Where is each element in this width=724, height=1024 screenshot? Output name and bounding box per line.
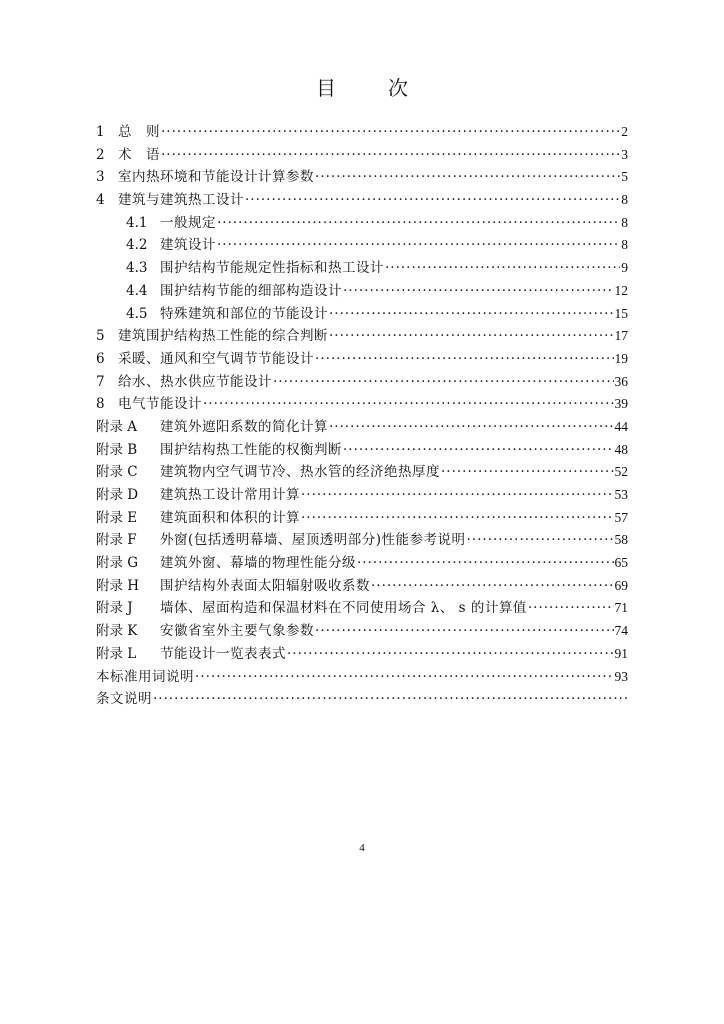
toc-entry-label: 围护结构外表面太阳辐射吸收系数 — [160, 577, 370, 594]
toc-entry-page: 19 — [614, 350, 628, 366]
toc-entry-label: 围护结构节能的细部构造设计 — [160, 282, 342, 299]
toc-leader-dots — [245, 192, 620, 208]
toc-leader-dots — [217, 215, 620, 231]
toc-entry-label: 电气节能设计 — [118, 396, 202, 413]
toc-leader-dots — [161, 124, 620, 140]
toc-entry[interactable] — [96, 483, 628, 506]
toc-leader-dots — [153, 691, 627, 707]
toc-entry-label: 围护结构节能规定性指标和热工设计 — [160, 260, 384, 277]
toc-leader-dots — [161, 147, 620, 163]
toc-entry-label: 本标准用词说明 — [96, 668, 194, 685]
toc-entry[interactable] — [96, 460, 628, 483]
toc-entry[interactable] — [96, 188, 628, 211]
toc-entry-number: 附录 C — [96, 464, 138, 481]
toc-entry-label: 建筑设计 — [160, 237, 216, 254]
title-char-2: 次 — [388, 76, 408, 100]
toc-entry-label: 总 则 — [118, 124, 160, 140]
toc-entry-label: 室内热环境和节能设计计算参数 — [118, 169, 314, 186]
toc-entry-number: 4 — [96, 192, 105, 209]
toc-entry-label: 特殊建筑和部位的节能设计 — [160, 305, 328, 322]
toc-leader-dots — [315, 623, 614, 639]
toc-entry-label: 建筑物内空气调节冷、热水管的经济绝热厚度 — [160, 464, 440, 481]
toc-entry-label: 安徽省室外主要气象参数 — [160, 623, 314, 640]
table-of-contents — [96, 120, 628, 710]
toc-entry-label: 建筑与建筑热工设计 — [118, 192, 244, 209]
toc-entry[interactable] — [96, 551, 628, 574]
toc-entry-number: 附录 A — [96, 418, 138, 435]
toc-entry-page: 8 — [621, 237, 628, 253]
toc-entry[interactable] — [96, 143, 628, 166]
toc-entry-label: 术 语 — [118, 146, 160, 163]
toc-leader-dots — [371, 578, 614, 594]
toc-entry-page: 71 — [614, 600, 628, 616]
toc-entry[interactable] — [96, 574, 628, 597]
toc-entry-label: 节能设计一览表表式 — [160, 645, 286, 662]
toc-leader-dots — [315, 351, 614, 367]
toc-leader-dots — [528, 600, 614, 616]
toc-entry-number: 4.4 — [126, 282, 148, 299]
toc-leader-dots — [217, 237, 620, 253]
toc-entry-label: 一般规定 — [160, 214, 216, 231]
toc-entry-page: 69 — [614, 577, 628, 593]
toc-entry-page: 2 — [621, 124, 628, 139]
toc-entry-page: 65 — [614, 555, 628, 571]
toc-entry-number: 附录 F — [96, 532, 137, 549]
toc-entry[interactable] — [96, 687, 628, 710]
page-title — [0, 72, 724, 101]
toc-leader-dots — [315, 169, 620, 185]
toc-entry[interactable] — [96, 392, 628, 415]
toc-entry[interactable] — [96, 596, 628, 619]
toc-leader-dots — [357, 555, 614, 571]
toc-entry-page: 53 — [614, 487, 628, 502]
toc-entry-number: 附录 E — [96, 509, 138, 526]
toc-leader-dots — [343, 283, 614, 299]
toc-entry[interactable] — [96, 211, 628, 234]
toc-entry-page: 58 — [614, 532, 628, 548]
toc-entry-label: 建筑外遮阳系数的简化计算 — [160, 418, 328, 435]
toc-leader-dots — [287, 646, 614, 662]
toc-entry-label: 建筑围护结构热工性能的综合判断 — [118, 328, 328, 345]
toc-entry[interactable] — [96, 665, 628, 688]
toc-entry-page: 74 — [614, 623, 628, 639]
toc-entry-page: 36 — [614, 373, 628, 389]
toc-entry-page: 48 — [614, 441, 628, 457]
toc-entry-number: 7 — [96, 373, 105, 390]
toc-leader-dots — [329, 419, 614, 435]
toc-entry[interactable] — [96, 370, 628, 393]
toc-entry[interactable] — [96, 120, 628, 143]
toc-entry-number: 8 — [96, 396, 105, 413]
toc-entry-page: 15 — [614, 305, 628, 321]
toc-entry-page: 3 — [621, 146, 628, 162]
toc-entry-page: 9 — [621, 260, 628, 276]
toc-entry[interactable] — [96, 256, 628, 279]
toc-leader-dots — [329, 306, 614, 322]
toc-entry[interactable] — [96, 619, 628, 642]
toc-entry[interactable] — [96, 528, 628, 551]
toc-leader-dots — [301, 487, 614, 503]
toc-entry[interactable] — [96, 415, 628, 438]
toc-entry-number: 附录 L — [96, 645, 137, 662]
toc-entry-number: 4.3 — [126, 260, 148, 277]
toc-entry-page: 44 — [614, 418, 628, 434]
toc-leader-dots — [329, 328, 614, 344]
toc-entry-page: 91 — [614, 645, 628, 661]
toc-entry-number: 附录 G — [96, 555, 139, 572]
toc-leader-dots — [273, 374, 614, 390]
toc-entry-number: 4.1 — [126, 214, 148, 231]
toc-entry-label: 给水、热水供应节能设计 — [118, 373, 272, 390]
toc-entry-label: 建筑面积和体积的计算 — [160, 509, 300, 526]
toc-entry-number: 附录 D — [96, 487, 139, 503]
toc-entry[interactable] — [96, 279, 628, 302]
toc-entry-page: 52 — [614, 464, 628, 480]
title-char-1: 目 — [316, 76, 336, 100]
toc-entry-label: 外窗(包括透明幕墙、屋顶透明部分)性能参考说明 — [160, 532, 466, 549]
toc-entry-page: 39 — [614, 396, 628, 412]
toc-entry-number: 附录 K — [96, 623, 138, 640]
page-number: 4 — [359, 842, 365, 854]
toc-leader-dots — [441, 464, 614, 480]
toc-entry[interactable] — [96, 506, 628, 529]
toc-entry[interactable] — [96, 324, 628, 347]
toc-leader-dots — [467, 532, 614, 548]
toc-entry-page: 93 — [614, 668, 628, 684]
toc-leader-dots — [343, 442, 614, 458]
toc-entry[interactable] — [96, 642, 628, 665]
toc-entry-label: 建筑外窗、幕墙的物理性能分级 — [160, 555, 356, 572]
toc-leader-dots — [301, 510, 614, 526]
toc-entry-number: 5 — [96, 328, 105, 345]
toc-entry-number: 3 — [96, 169, 105, 186]
toc-entry[interactable] — [96, 347, 628, 370]
toc-entry-number: 1 — [96, 124, 105, 140]
toc-entry-page: 8 — [621, 214, 628, 230]
toc-entry-label: 墙体、屋面构造和保温材料在不同使用场合 λ、 s 的计算值 — [160, 600, 527, 617]
toc-entry-label: 围护结构热工性能的权衡判断 — [160, 441, 342, 458]
toc-entry-page: 12 — [614, 282, 628, 298]
toc-entry-number: 4.2 — [126, 237, 148, 254]
toc-entry-number: 附录 B — [96, 441, 138, 458]
toc-entry[interactable] — [96, 438, 628, 461]
toc-entry[interactable] — [96, 233, 628, 256]
toc-entry-label: 建筑热工设计常用计算 — [160, 487, 300, 503]
toc-entry-number: 2 — [96, 146, 105, 163]
toc-entry-page: 57 — [614, 509, 628, 525]
toc-entry-page: 5 — [621, 169, 628, 185]
toc-entry-number: 附录 J — [96, 600, 133, 617]
toc-entry-number: 附录 H — [96, 577, 140, 594]
toc-entry-number: 6 — [96, 350, 105, 367]
toc-leader-dots — [385, 260, 620, 276]
toc-entry[interactable] — [96, 302, 628, 325]
toc-entry-page: 8 — [621, 192, 628, 208]
toc-entry-label: 条文说明 — [96, 691, 152, 708]
toc-entry[interactable] — [96, 165, 628, 188]
toc-entry-number: 4.5 — [126, 305, 148, 322]
toc-entry-label: 采暖、通风和空气调节节能设计 — [118, 350, 314, 367]
toc-entry-page: 17 — [614, 328, 628, 344]
toc-leader-dots — [195, 669, 614, 685]
toc-leader-dots — [203, 396, 614, 412]
